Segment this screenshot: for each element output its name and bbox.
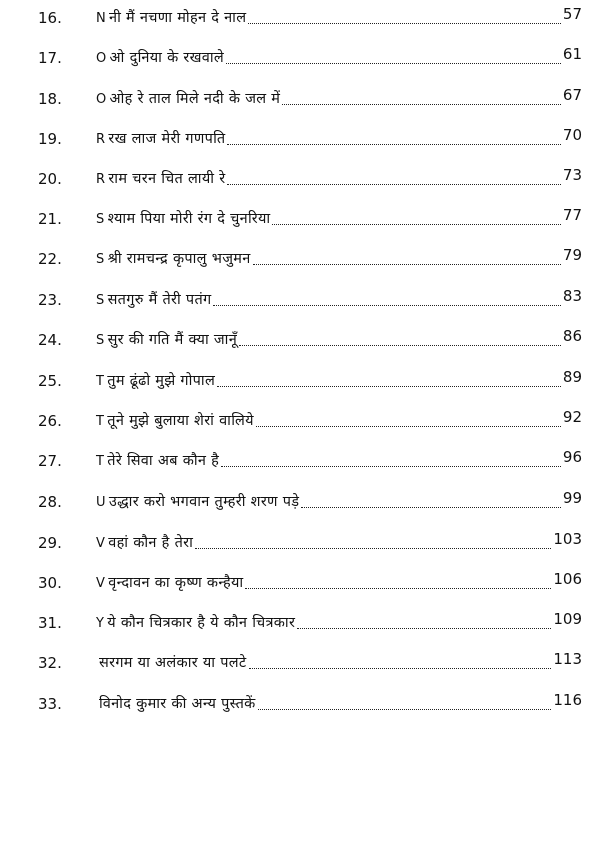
entry-number: 27. [38,452,62,470]
dot-leader [213,304,560,306]
entry-title [96,248,251,271]
entry-title-text: तुम ढूंढो मुझे गोपाल [107,373,216,389]
toc-entry [96,405,582,433]
entry-number: 18. [38,90,62,108]
toc-entry [96,83,582,111]
entry-number: 17. [38,49,62,67]
entry-title [96,693,256,716]
entry-page-number: 103 [553,530,582,548]
entry-page-number: 106 [553,570,582,588]
entry-page-number: 99 [562,489,582,507]
entry-letter: V [96,536,106,551]
entry-letter: U [96,495,106,510]
dot-leader [301,506,561,508]
toc-entry [96,42,582,70]
toc-entry [96,445,582,473]
entry-letter: O [96,92,107,107]
dot-leader [249,667,552,669]
entry-title-text: वृन्दावन का कृष्ण कन्हैया [108,575,244,591]
entry-letter: S [96,333,105,348]
toc-row [0,607,600,635]
entry-title [96,47,224,70]
dot-leader [258,708,552,710]
entry-letter: R [96,172,106,187]
entry-title-text: सुर की गति मैं क्या जानूँ [107,332,238,348]
entry-number: 30. [38,574,62,592]
entry-letter: Y [96,616,105,631]
toc-row [0,83,600,111]
toc-row [0,405,600,433]
dot-leader [272,223,560,225]
entry-title-text: नी मैं नचणा मोहन दे नाल [109,10,247,26]
toc-entry [96,2,582,30]
entry-title [96,289,211,312]
entry-title [96,572,243,595]
entry-number: 22. [38,250,62,268]
toc-row [0,527,600,555]
dot-leader [221,465,561,467]
toc-entry [96,203,582,231]
entry-title-text: रख लाज मेरी गणपति [108,131,226,147]
entry-letter: N [96,11,107,26]
entry-title-text: श्री रामचन्द्र कृपालु भजुमन [107,251,251,267]
toc-entry [96,243,582,271]
entry-letter: S [96,293,105,308]
entry-title [96,329,237,352]
toc-row [0,42,600,70]
dot-leader [227,183,560,185]
entry-title [96,88,280,111]
entry-number: 16. [38,9,62,27]
entry-title-text: सरगम या अलंकार या पलटे [99,655,247,671]
dot-leader [217,385,561,387]
entry-number: 23. [38,291,62,309]
dot-leader [245,587,551,589]
entry-title-text: राम चरन चित लायी रे [108,171,226,187]
entry-number: 25. [38,372,62,390]
entry-number: 28. [38,493,62,511]
entry-title [96,491,299,514]
entry-page-number: 109 [553,610,582,628]
entry-title-text: वहां कौन है तेरा [108,535,194,551]
toc-entry [96,284,582,312]
entry-number: 31. [38,614,62,632]
entry-number: 32. [38,654,62,672]
toc-row [0,567,600,595]
entry-page-number: 61 [562,45,582,63]
dot-leader [253,263,561,265]
entry-letter: V [96,576,106,591]
toc-row [0,284,600,312]
entry-number: 24. [38,331,62,349]
entry-number: 19. [38,130,62,148]
entry-letter: T [96,414,105,429]
entry-title-text: ओह रे ताल मिले नदी के जल में [109,91,281,107]
entry-page-number: 89 [562,368,582,386]
entry-title-text: उद्धार करो भगवान तुम्हरी शरण पड़े [108,494,300,510]
entry-letter: S [96,212,105,227]
entry-page-number: 77 [562,206,582,224]
toc-row [0,243,600,271]
entry-letter: T [96,374,105,389]
toc-row [0,324,600,352]
entry-page-number: 79 [562,246,582,264]
toc-row [0,203,600,231]
entry-title-text: सतगुरु मैं तेरी पतंग [107,292,212,308]
toc-entry [96,163,582,191]
entry-title [96,7,246,30]
entry-letter: R [96,132,106,147]
toc-row [0,123,600,151]
entry-title-text: तूने मुझे बुलाया शेरां वालिये [107,413,254,429]
entry-letter: S [96,252,105,267]
entry-page-number: 86 [562,327,582,345]
toc-row [0,365,600,393]
entry-page-number: 57 [562,5,582,23]
dot-leader [195,547,551,549]
dot-leader [226,62,561,64]
entry-page-number: 96 [562,448,582,466]
dot-leader [282,103,561,105]
entry-title-text: तेरे सिवा अब कौन है [107,453,220,469]
toc-entry [96,365,582,393]
dot-leader [256,425,561,427]
toc-row [0,486,600,514]
toc-entry [96,688,582,716]
entry-title [96,612,295,635]
entry-number: 33. [38,695,62,713]
entry-title-text: ओ दुनिया के रखवाले [109,50,225,66]
entry-letter: T [96,454,105,469]
entry-page-number: 113 [553,650,582,668]
entry-title-text: विनोद कुमार की अन्य पुस्तकें [99,696,256,712]
toc-row [0,445,600,473]
entry-number: 29. [38,534,62,552]
toc-row [0,688,600,716]
entry-title [96,410,254,433]
toc-entry [96,607,582,635]
entry-page-number: 67 [562,86,582,104]
dot-leader [239,344,561,346]
entry-letter: O [96,51,107,66]
entry-title-text: ये कौन चित्रकार है ये कौन चित्रकार [107,615,296,631]
toc-entry [96,324,582,352]
dot-leader [297,627,551,629]
toc-entry [96,567,582,595]
entry-page-number: 92 [562,408,582,426]
entry-page-number: 70 [562,126,582,144]
entry-number: 26. [38,412,62,430]
entry-number: 21. [38,210,62,228]
entry-title [96,532,193,555]
toc-entry [96,647,582,675]
entry-page-number: 83 [562,287,582,305]
entry-title [96,168,225,191]
toc-entry [96,527,582,555]
toc-row [0,163,600,191]
toc-entry [96,486,582,514]
entry-title [96,370,215,393]
dot-leader [248,22,561,24]
entry-title [96,652,247,675]
toc-row [0,647,600,675]
dot-leader [227,143,560,145]
entry-title [96,128,225,151]
entry-title [96,450,219,473]
entry-title-text: श्याम पिया मोरी रंग दे चुनरिया [107,211,271,227]
toc-row [0,2,600,30]
entry-title [96,208,270,231]
entry-page-number: 116 [553,691,582,709]
entry-page-number: 73 [562,166,582,184]
toc-entry [96,123,582,151]
entry-number: 20. [38,170,62,188]
